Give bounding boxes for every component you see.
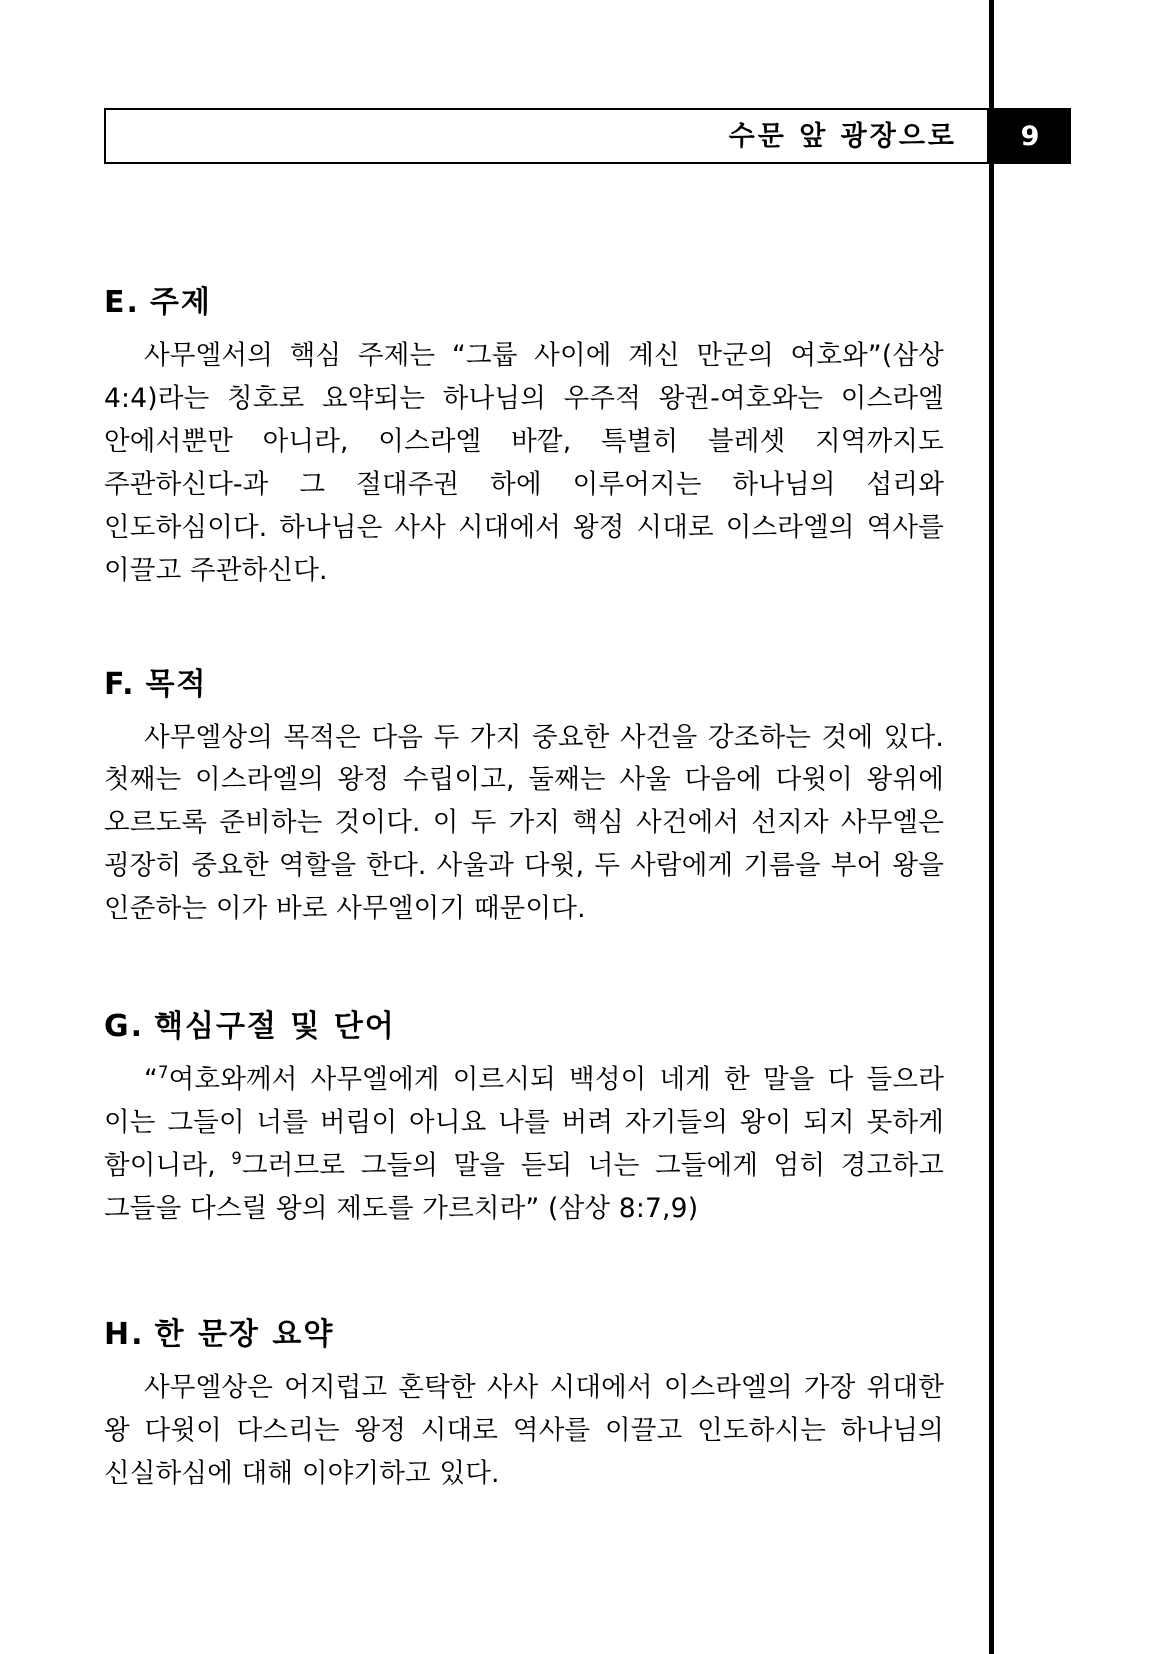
section-g-paragraph-part1: 여호와께서 사무엘에게 이르시되 백성이 네게 한 말을 다 들으라 이는 그들이 너를 버림이 아니요 나를 버려 자기들의 왕이 되지 못하게 함이니라,: [104, 1064, 944, 1181]
section-e-label: E.: [104, 285, 140, 320]
spacer-after-section-e: [104, 627, 944, 667]
verse-marker-7: 7: [157, 1063, 169, 1083]
section-g-heading: [104, 1009, 944, 1045]
section-g: [104, 1009, 944, 1231]
page-number-box: [989, 108, 1071, 164]
section-g-paragraph: [104, 1059, 944, 1231]
header-title: 수문 앞 광장으로: [728, 120, 957, 152]
section-e-heading: [104, 285, 944, 321]
section-h: [104, 1317, 944, 1496]
spacer-after-section-f: [104, 965, 944, 1009]
section-f-heading: [104, 667, 944, 703]
running-header: [104, 108, 989, 164]
quote-open: “: [144, 1064, 158, 1096]
section-h-heading: [104, 1317, 944, 1353]
section-f-title: 목적: [145, 666, 208, 702]
page-content: [104, 285, 944, 1530]
right-vertical-rule: [989, 0, 994, 1654]
section-h-title: 한 문장 요약: [154, 1316, 335, 1352]
section-f: [104, 667, 944, 932]
section-e-title: 주제: [149, 285, 212, 320]
section-e: [104, 285, 944, 593]
spacer-after-section-g: [104, 1265, 944, 1317]
section-f-label: F.: [104, 666, 136, 702]
section-f-paragraph: 사무엘상의 목적은 다음 두 가지 중요한 사건을 강조하는 것에 있다. 첫째는 이스라엘의 왕정 수립이고, 둘째는 사울 다음에 다윗이 왕위에 오르도록 준비하는 것이다. 이 두 가지 핵심 사건에서 선지자 사무엘은 굉장히 중요한 역할을 한다. 사울과 다윗, 두 사람에게 기름을 부어 왕을 인준하는 이가 바로 사무엘이기 때문이다.: [104, 721, 944, 925]
section-h-label: H.: [104, 1316, 145, 1352]
section-h-paragraph: 사무엘상은 어지럽고 혼탁한 사사 시대에서 이스라엘의 가장 위대한 왕 다윗이 다스리는 왕정 시대로 역사를 이끌고 인도하시는 하나님의 신실하심에 대해 이야기하고 있다.: [104, 1371, 944, 1489]
section-e-paragraph: 사무엘서의 핵심 주제는 “그룹 사이에 계신 만군의 여호와”(삼상 4:4)라는 칭호로 요약되는 하나님의 우주적 왕권-여호와는 이스라엘 안에서뿐만 아니라, 이스라엘 바깥, 특별히 블레셋 지역까지도 주관하신다-과 그 절대주권 하에 이루어지는 하나님의 섭리와 인도하심이다. 하나님은 사사 시대에서 왕정 시대로 이스라엘의 역사를 이끌고 주관하신다.: [104, 340, 944, 586]
section-g-label: G.: [104, 1009, 145, 1045]
section-g-title: 핵심구절 및 단어: [154, 1009, 396, 1045]
verse-marker-9: 9: [231, 1149, 242, 1169]
page-number: 9: [1020, 120, 1040, 152]
section-g-paragraph-part2: 그러므로 그들의 말을 듣되 너는 그들에게 엄히 경고하고 그들을 다스릴 왕의 제도를 가르치라” (삼상 8:7,9): [104, 1149, 944, 1224]
